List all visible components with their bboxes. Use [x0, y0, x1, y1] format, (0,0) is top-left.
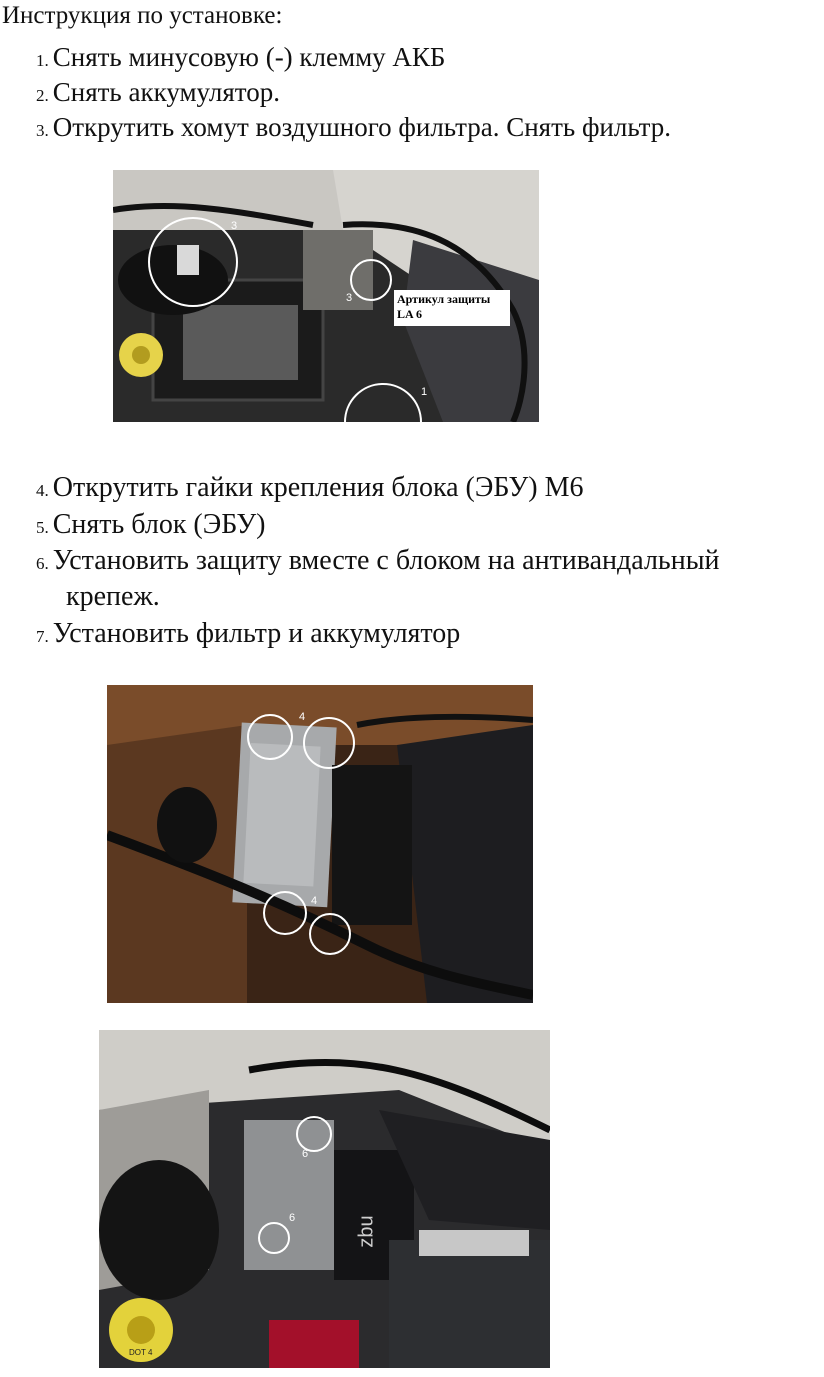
step-3 [36, 112, 671, 143]
step-6 [36, 545, 720, 577]
step-number: 3. [36, 121, 49, 140]
step-text: Открутить гайки крепления блока (ЭБУ) М6 [52, 472, 584, 503]
ecu-photo-nuts [107, 685, 533, 1003]
marker-4a: 4 [299, 711, 306, 723]
marker-4b: 4 [311, 895, 318, 907]
step-2 [36, 77, 280, 108]
step-6-continuation: крепеж. [66, 581, 160, 612]
marker-3a: 3 [231, 220, 238, 232]
step-text: Открутить хомут воздушного фильтра. Снять фильтр. [52, 112, 672, 142]
step-text: Установить защиту вместе с блоком на антивандальный [52, 545, 720, 576]
step-5 [36, 509, 265, 541]
step-number: 4. [36, 481, 49, 500]
step-number: 2. [36, 86, 49, 105]
step-number: 7. [36, 627, 49, 646]
step-4 [36, 472, 584, 504]
step-number: 1. [36, 51, 49, 70]
marker-3b: 3 [346, 292, 353, 304]
marker-1: 1 [421, 386, 428, 398]
step-text: Снять минусовую (-) клемму АКБ [52, 42, 446, 72]
step-text: Установить фильтр и аккумулятор [52, 618, 461, 649]
step-number: 5. [36, 518, 49, 537]
battery-cover-text: zbu [355, 1215, 378, 1248]
marker-6b: 6 [289, 1212, 296, 1224]
step-7 [36, 618, 460, 650]
page-title: Инструкция по установке: [2, 2, 283, 29]
brake-fluid-cap-text: DOT 4 [129, 1348, 153, 1357]
step-number: 6. [36, 554, 49, 573]
step-text: Снять аккумулятор. [52, 77, 280, 107]
protection-article-label: Артикул защиты LA 6 [394, 290, 510, 326]
marker-6a: 6 [302, 1148, 309, 1160]
installed-protection-photo [99, 1030, 550, 1368]
step-1 [36, 42, 445, 73]
step-text: Снять блок (ЭБУ) [52, 509, 266, 540]
